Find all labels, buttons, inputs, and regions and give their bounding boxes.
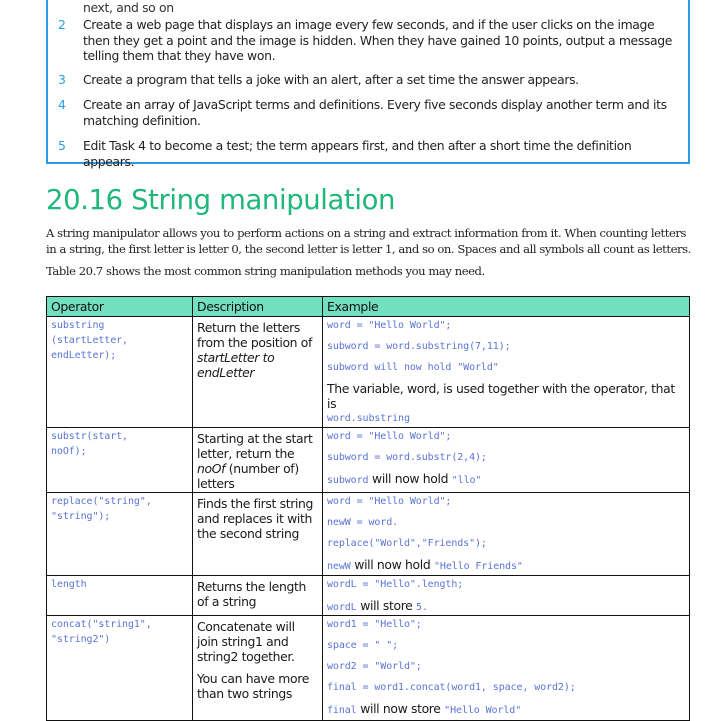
description-cell [193,576,323,616]
example-line: subword = word.substr(2,4); [327,452,487,463]
operator-code: replace("string", [51,496,152,507]
string-methods-table [46,296,690,721]
task-cutoff-text: next, and so on [83,0,174,15]
description-spacer [197,664,318,671]
example-line: newW = word. [327,517,399,528]
result-variable: final [327,705,357,716]
example-cell [323,616,690,721]
section-title: 20.16 String manipulation [46,184,396,216]
table-reference-paragraph: Table 20.7 shows the most common string manipulation methods you may need. [46,264,485,278]
description-text: Concatenate will join string1 and string2 together. [197,619,295,664]
example-cell [323,428,690,493]
description-cell [193,317,323,428]
result-text: will now hold [372,471,449,486]
table-row [47,616,690,721]
task-number: 2 [58,17,66,32]
operator-code: concat("string1", [51,619,152,630]
operator-code: "string"); [51,511,111,522]
table-header-row [47,297,690,317]
example-result-line [327,598,685,615]
table-row [47,493,690,576]
operator-code: substring [51,320,105,331]
result-text: will now store [360,701,441,716]
example-note-code: word.substring [327,413,410,424]
table-row [47,576,690,616]
task-text: Edit Task 4 to become a test; the term appears first, and then after a short time the definition appears. [83,138,632,169]
result-value: "Hello World" [444,705,522,716]
description-cell [193,493,323,576]
result-text: will now hold [354,557,431,572]
example-line: word = "Hello World"; [327,320,452,331]
example-line: word = "Hello World"; [327,431,452,442]
description-param: endLetter [197,365,255,380]
example-note: The variable, word, is used together with the operator, that is [327,381,675,411]
example-result-line [327,557,685,574]
result-value: "llo" [451,475,482,486]
example-line: word = "Hello World"; [327,496,452,507]
operator-code: "string2") [51,634,111,645]
example-line: replace("World","Friends"); [327,538,487,549]
description-text: Returns the length of a string [197,579,306,609]
operator-code: substr(start, [51,431,128,442]
task-number: 4 [58,97,66,112]
header-example: Example [323,297,690,317]
task-text: Create a web page that displays an image every few seconds, and if the user clicks on the image then they get a point and the image is hidden. When they have gained 10 points, output a message telling them that they have won. [83,17,673,63]
example-line: final = word1.concat(word1, space, word2); [327,682,576,693]
operator-code: endLetter); [51,350,117,361]
example-line: word1 = "Hello"; [327,619,422,630]
example-cell [323,576,690,616]
result-variable: subword [327,475,369,486]
example-line: subword will now hold "World" [327,362,499,373]
description-text: to [258,350,275,365]
description-text: Return the letters from the position of [197,320,313,350]
task-number: 3 [58,72,66,87]
example-cell [323,317,690,428]
example-line: word2 = "World"; [327,661,422,672]
operator-cell [47,616,193,721]
example-line: subword = word.substring(7,11); [327,341,511,352]
operator-code: noOf); [51,446,87,457]
description-cell [193,616,323,721]
operator-cell [47,428,193,493]
header-operator: Operator [47,297,193,317]
operator-code: length [51,579,87,590]
result-variable: newW [327,561,351,572]
task-number: 5 [58,138,66,153]
operator-cell [47,493,193,576]
description-text: Finds the first string and replaces it with the second string [197,496,314,541]
task-text: Create a program that tells a joke with an alert, after a set time the answer appears. [83,72,579,87]
result-value: 5. [416,602,428,613]
example-result-line [327,701,685,718]
example-line: space = " "; [327,640,399,651]
operator-cell [47,317,193,428]
example-cell [323,493,690,576]
description-text: (number of) letters [197,461,299,491]
operator-cell [47,576,193,616]
example-line: wordL = "Hello".length; [327,579,464,590]
header-description: Description [193,297,323,317]
result-value: "Hello Friends" [433,561,523,572]
table-row [47,428,690,493]
task-text: Create an array of JavaScript terms and definitions. Every five seconds display another term and its matching definition. [83,97,667,128]
intro-paragraph: A string manipulator allows you to perform actions on a string and extract information from it. When counting letters in a string, the first letter is letter 0, the second letter is letter 1, and so on. Spaces and all symbols all count as letters. [46,226,691,256]
description-text: You can have more than two strings [197,671,309,701]
description-text: Starting at the start letter, return the [197,431,313,461]
example-result-line [327,471,685,488]
description-cell [193,428,323,493]
result-variable: wordL [327,602,357,613]
operator-code: (startLetter, [51,335,128,346]
result-text: will store [360,598,413,613]
description-param: noOf [197,461,226,476]
table-row [47,317,690,428]
description-param: startLetter [197,350,259,365]
